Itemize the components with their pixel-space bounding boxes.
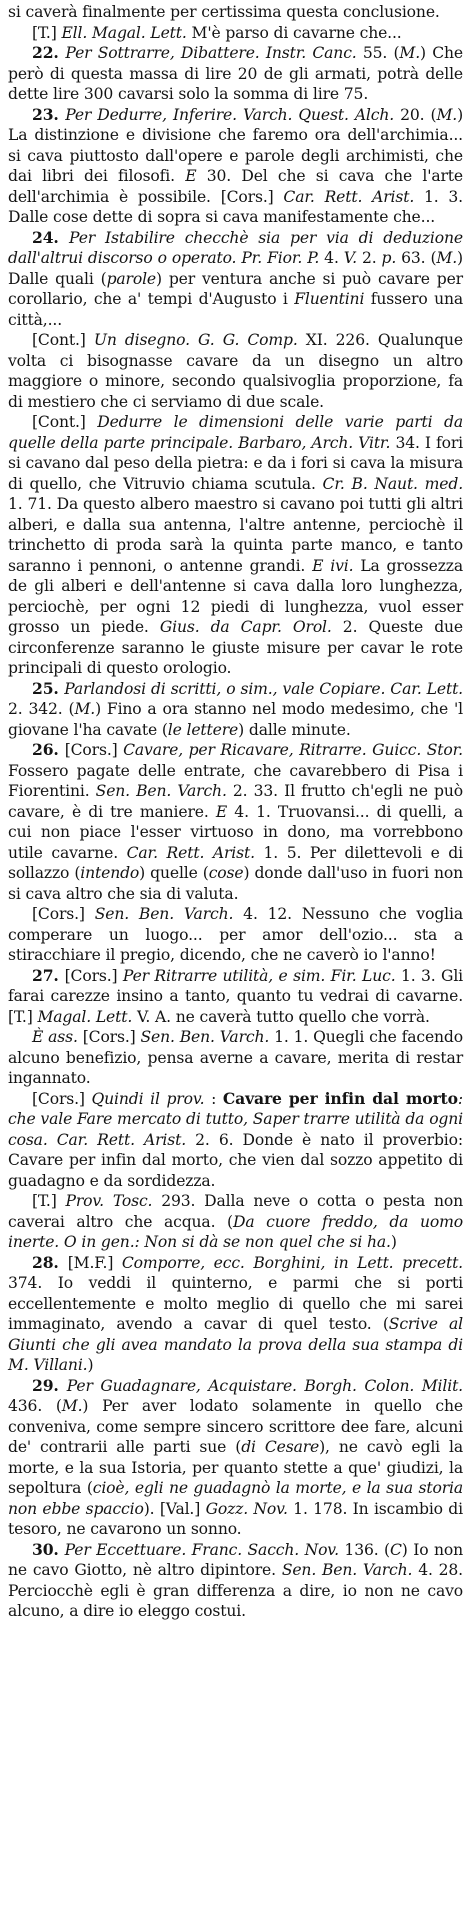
entry-number-or-term: 24. bbox=[32, 227, 70, 247]
body-text: 4. 1. Truovansi... di quelli, a cui non piace l'esser virtuoso in dono, ma vorrebbono utile cavarne. bbox=[8, 802, 463, 862]
entry-number-or-term: 30. bbox=[32, 1539, 65, 1559]
body-text: V. A. ne caverà tutto quello che vorrà. bbox=[132, 1007, 430, 1026]
body-text: 30. Del che si cava che l'arte dell'archimia è possibile. [Cors.] bbox=[8, 167, 463, 206]
citation-text: Gozz. Nov. bbox=[205, 1499, 288, 1518]
entry-number-or-term: 27. bbox=[32, 965, 65, 985]
citation-text: Gius. da Capr. Orol. bbox=[159, 618, 332, 636]
dictionary-paragraph bbox=[8, 1376, 463, 1540]
body-text: [T.] bbox=[32, 23, 62, 42]
citation-text: parole bbox=[106, 269, 156, 288]
body-text: [Cont.] bbox=[32, 331, 94, 349]
body-text: ) bbox=[87, 1356, 94, 1374]
citation-text: V. bbox=[343, 249, 357, 267]
body-text: ) Io non ne cavo Giotto, nè altro dipintore. bbox=[8, 1540, 463, 1579]
body-text: 2. bbox=[356, 249, 382, 267]
body-text: Fossero pagate delle entrate, che cavarebbero di Pisa i Fiorentini. bbox=[8, 761, 463, 800]
entry-number-or-term: 25. bbox=[32, 678, 65, 698]
citation-text: Per Dedurre, Inferire. Varch. Quest. Alch. bbox=[65, 105, 395, 124]
entry-number-or-term: 29. bbox=[32, 1375, 67, 1395]
body-text: ) per ventura anche si può cavare per corollario, che a' tempi d'Augusto i bbox=[8, 269, 463, 308]
body-text: [Cors.] bbox=[77, 1028, 141, 1046]
body-text: si caverà finalmente per certissima questa conclusione. bbox=[8, 3, 440, 21]
body-text: ) Fino a ora stanno nel modo medesimo, che 'l giovane l'ha cavate ( bbox=[8, 700, 463, 739]
dictionary-paragraph bbox=[8, 1253, 463, 1376]
citation-text: Fluentini bbox=[294, 290, 365, 308]
citation-text: Sen. Ben. Varch. bbox=[140, 1028, 270, 1046]
citation-text: Car. Rett. Arist. bbox=[126, 843, 255, 862]
citation-text: Comporre, ecc. Borghini, in Lett. precett. bbox=[121, 1253, 463, 1272]
dictionary-paragraph bbox=[8, 43, 463, 105]
entry-number-or-term: 23. bbox=[32, 104, 66, 124]
citation-text: Cr. B. Naut. med. bbox=[322, 474, 464, 493]
citation-text: p. bbox=[381, 249, 397, 267]
dictionary-paragraph bbox=[8, 1089, 463, 1192]
body-text: ) La distinzione e divisione che faremo ora dell'archimia... si cava piuttosto dall'opere e parole degli archimisti, che dai libri dei filosofi. bbox=[8, 105, 463, 185]
citation-text: M. bbox=[61, 1397, 83, 1415]
citation-text: È ass. bbox=[32, 1028, 78, 1046]
citation-text: Per Eccettuare. Franc. Sacch. Nov. bbox=[64, 1540, 339, 1559]
dictionary-paragraph bbox=[8, 412, 463, 679]
body-text: : bbox=[204, 1089, 223, 1108]
citation-text: E bbox=[215, 802, 228, 821]
entry-number-or-term: Cavare per infin dal morto bbox=[222, 1088, 458, 1108]
body-text: 1. 5. Per dilettevoli e di sollazzo ( bbox=[8, 843, 463, 882]
body-text: 34. I fori si cavano dal peso della pietra: e da i fori si cava la misura di quello, che Vitruvio chiama scutula. bbox=[8, 433, 464, 493]
dictionary-paragraph bbox=[8, 1191, 463, 1253]
body-text: 63. ( bbox=[396, 249, 437, 267]
body-text: fussero una città,... bbox=[8, 290, 463, 329]
body-text: 2. Queste due circonferenze saranno le giuste misure per cavar le rote principali di questo orologio. bbox=[8, 618, 463, 677]
citation-text: Dedurre le dimensioni delle varie parti da quelle della parte principale. Barbaro, Arch. Vitr. bbox=[8, 413, 463, 452]
citation-text: Sen. Ben. Varch. bbox=[281, 1561, 413, 1579]
body-text: 436. ( bbox=[8, 1397, 62, 1415]
citation-text: : bbox=[457, 1089, 463, 1108]
citation-text: Parlandosi di scritti, o sim., vale Copiare. Car. Lett. bbox=[64, 679, 463, 698]
citation-text: M. bbox=[436, 249, 458, 267]
body-text: ). [Val.] bbox=[143, 1499, 206, 1518]
body-text: 2. 342. ( bbox=[8, 700, 75, 718]
dictionary-paragraph bbox=[8, 228, 463, 331]
body-text: 4. 12. Nessuno che voglia comperare un luogo... per amor dell'ozio... sta a stiracchiare il pregio, dicendo, che ne caverò io l'anno! bbox=[8, 905, 463, 964]
body-text: 55. ( bbox=[356, 44, 400, 62]
citation-text: Per Istabilire checchè sia per via di deduzione dall'altrui discorso o operato. Pr. Fior. P. bbox=[8, 228, 463, 267]
body-text: 374. Io veddi il quinterno, e parmi che si porti eccellentemente e molto meglio di quello che mi sarei immaginato, avendo a cavar di quel testo. ( bbox=[8, 1274, 463, 1333]
citation-text: Prov. Tosc. bbox=[65, 1192, 153, 1210]
body-text: ) Dalle quali ( bbox=[8, 249, 463, 288]
body-text: 2. 6. Donde è nato il proverbio: Cavare per infin dal morto, che vien dal sozzo appetito di guadagno e da sordidezza. bbox=[8, 1130, 463, 1190]
citation-text: Un disegno. G. G. Comp. bbox=[93, 331, 298, 349]
entry-number-or-term: 22. bbox=[32, 43, 66, 62]
body-text: ) quelle ( bbox=[139, 864, 209, 882]
citation-text: Magal. Lett. bbox=[37, 1007, 133, 1026]
body-text: 1. 1. Quegli che facendo alcuno benefizio, pensa averne a cavare, merita di restar ingannato. bbox=[8, 1028, 463, 1087]
body-text: ), ne cavò egli la morte, e la sua Istoria, per quanto stette a que' giudizi, la sepoltura ( bbox=[8, 1438, 464, 1497]
body-text: ) donde dall'uso in fuori non si cava altro che sia di valuta. bbox=[8, 864, 463, 903]
entry-number-or-term: 26. bbox=[32, 740, 65, 759]
dictionary-paragraph bbox=[8, 1027, 463, 1089]
entry-number-or-term: 28. bbox=[32, 1252, 68, 1272]
citation-text: C bbox=[389, 1540, 402, 1559]
citation-text: Car. Rett. Arist. bbox=[283, 187, 415, 206]
body-text: 4. 28. Perciocchè egli è gran differenza a dire, io non ne cavo alcuno, a dire io eleggo costui. bbox=[8, 1561, 463, 1620]
citation-text: di Cesare bbox=[241, 1438, 320, 1456]
citation-text: M. bbox=[436, 105, 458, 124]
citation-text: Ell. Magal. Lett. bbox=[61, 23, 187, 42]
body-text: ) bbox=[390, 1233, 397, 1251]
body-text: ) Per aver lodato solamente in quello che conveniva, come sempre sincero scrittore dee fare, alcuni de' contrarii alle parti sue ( bbox=[8, 1397, 463, 1456]
body-text: [Cont.] bbox=[32, 413, 98, 431]
body-text: 136. ( bbox=[338, 1540, 390, 1559]
body-text: [M.F.] bbox=[67, 1253, 122, 1272]
body-text: [Cors.] bbox=[32, 905, 95, 923]
body-text: [Cors.] bbox=[32, 1089, 92, 1108]
citation-text: Scrive al Giunti che gli avea mandato la prova della sua stampa di M. Villani. bbox=[8, 1315, 463, 1374]
dictionary-paragraph bbox=[8, 1540, 463, 1622]
citation-text: che vale Fare mercato di tutto, Saper trarre utilità da ogni cosa. Car. Rett. Arist. bbox=[8, 1110, 463, 1149]
body-text: [T.] bbox=[32, 1192, 66, 1210]
body-text: 1. 3. Gli farai carezze insino a tanto, quanto tu vedrai di cavarne. [T.] bbox=[8, 966, 463, 1026]
dictionary-paragraph bbox=[8, 105, 463, 228]
citation-text: M. bbox=[399, 44, 421, 62]
dictionary-paragraph bbox=[8, 740, 463, 904]
body-text: [Cors.] bbox=[64, 741, 124, 759]
citation-text: Sen. Ben. Varch. bbox=[95, 782, 227, 800]
body-text: XI. 226. Qualunque volta ci bisognasse cavare da un disegno un altro maggiore o minore, secondo qualsivoglia proporzione, fa di mestiero che ci serviamo di due scale. bbox=[8, 331, 463, 411]
dictionary-paragraph bbox=[8, 679, 463, 741]
dictionary-paragraph bbox=[8, 966, 463, 1028]
body-text: ) dalle minute. bbox=[238, 720, 351, 739]
body-text: 1. 71. Da questo albero maestro si cavano poi tutti gli altri alberi, e dalla sua antenna, l'altre antenne, perciochè il trinchetto di proda sarà la quinta parte manco, e tanto saranno i pennoni, o antenne grandi. bbox=[8, 495, 463, 575]
citation-text: Da cuore freddo, da uomo inerte. O in gen.: Non si dà se non quel che si ha. bbox=[8, 1212, 463, 1251]
body-text: La grossezza de gli alberi e dell'antenne si cava dalla loro lunghezza, perciochè, per ogni 12 piedi di lunghezza, vuol esser grosso un piede. bbox=[8, 556, 463, 636]
citation-text: Per Ritrarre utilità, e sim. Fir. Luc. bbox=[122, 966, 396, 985]
citation-text: Per Guadagnare, Acquistare. Borgh. Colon. Milit. bbox=[66, 1376, 463, 1395]
dictionary-paragraph bbox=[8, 23, 463, 44]
citation-text: le lettere bbox=[167, 720, 239, 739]
body-text: 20. ( bbox=[394, 105, 437, 124]
dictionary-paragraph bbox=[8, 330, 463, 412]
body-text: M'è parso di cavarne che... bbox=[186, 23, 402, 42]
body-text: [Cors.] bbox=[64, 966, 123, 985]
citation-text: intendo bbox=[80, 864, 140, 882]
body-text: 293. Dalla neve o cotta o pesta non caverai altro che acqua. ( bbox=[8, 1192, 463, 1231]
body-text: 4. bbox=[319, 249, 344, 267]
citation-text: Per Sottrarre, Dibattere. Instr. Canc. bbox=[65, 44, 357, 62]
dictionary-paragraph bbox=[8, 2, 463, 23]
citation-text: Sen. Ben. Varch. bbox=[94, 905, 234, 923]
body-text: 1. 178. In iscambio di tesoro, ne cavarono un sonno. bbox=[8, 1499, 463, 1538]
citation-text: E bbox=[185, 167, 197, 185]
citation-text: E ivi. bbox=[312, 556, 354, 575]
citation-text: Quindi il prov. bbox=[91, 1089, 205, 1108]
dictionary-paragraph bbox=[8, 904, 463, 966]
citation-text: cose bbox=[208, 864, 244, 882]
body-text: 2. 33. Il frutto ch'egli ne può cavare, è di tre maniere. bbox=[8, 782, 463, 821]
citation-text: cioè, egli ne guadagnò la morte, e la sua storia non ebbe spaccio bbox=[8, 1479, 463, 1518]
body-text: ) Che però di questa massa di lire 20 de gli armati, potrà delle dette lire 300 cavarsi solo la somma di lire 75. bbox=[8, 44, 463, 103]
body-text: 1. 3. Dalle cose dette di sopra si cava manifestamente che... bbox=[8, 187, 463, 226]
citation-text: M. bbox=[74, 700, 96, 718]
citation-text: Cavare, per Ricavare, Ritrarre. Guicc. Stor. bbox=[123, 741, 463, 759]
